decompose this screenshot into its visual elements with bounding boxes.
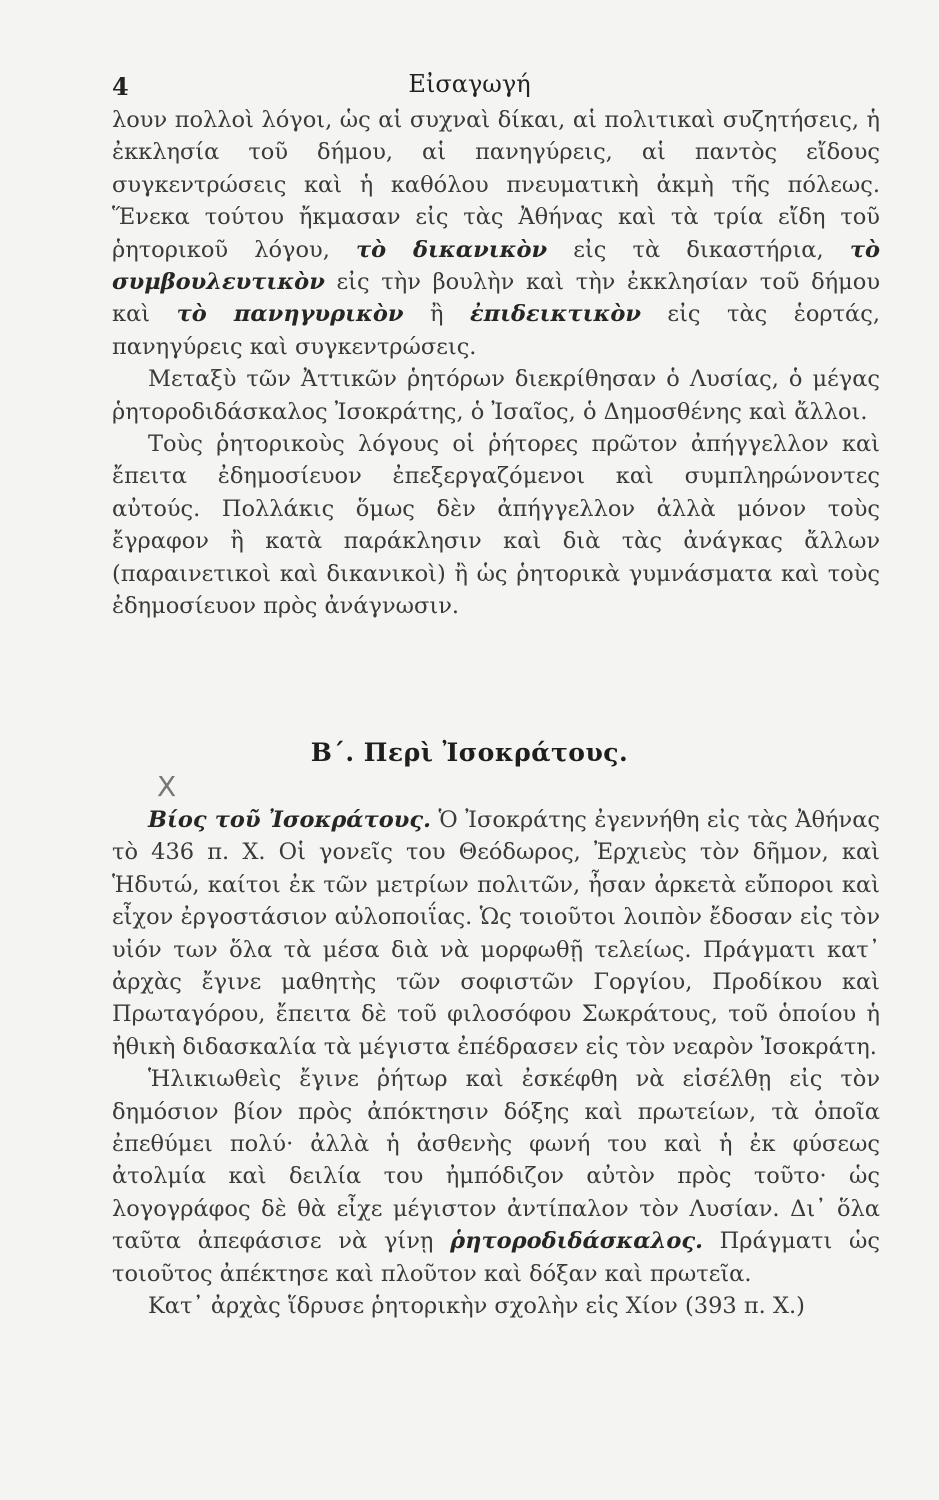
- paragraph: Τοὺς ῥητορικοὺς λόγους οἱ ῥήτορες πρῶτον ἀπήγγελλον καὶ ἔπειτα ἐδημοσίευον ἐπεξεργαζόμενοι καὶ συμπληρώνοντες αὐτούς. Πολλάκις ὅμως δὲν ἀπήγγελλον ἀλλὰ μόνον τοὺς ἔγραφον ἢ κατὰ παράκλησιν καὶ διὰ τὰς ἀνάγκας ἄλλων (παραινετικοὶ καὶ δικανικοὶ) ἢ ὡς ῥητορικὰ γυμνάσματα καὶ τοὺς ἐδημοσίευον πρὸς ἀνάγνωσιν.: [112, 431, 880, 620]
- text-run: Ἡλικιωθεὶς ἔγινε ῥήτωρ καὶ ἐσκέφθη νὰ εἰσέλθῃ εἰς τὸν δημόσιον βίον πρὸς ἀπόκτησιν δόξης καὶ πρωτείων, τὰ ὁποῖα ἐπεθύμει πολύ· ἀλλὰ ἡ ἀσθενὴς φωνή του καὶ ἡ ἐκ φύσεως ἀτολμία καὶ δειλία του ἠμπόδιζον αὐτὸν πρὸς τοῦτο· ὡς λογογράφος δὲ θὰ εἶχε μέγιστον ἀντίπαλον τὸν Λυσίαν. Δι᾽ ὅλα ταῦτα ἀπεφάσισε νὰ γίνῃ: [112, 1066, 880, 1255]
- text-run: ἢ: [403, 301, 470, 328]
- page-number: 4: [112, 72, 129, 101]
- paragraph: [112, 104, 880, 363]
- text-run: λουν πολλοὶ λόγοι, ὡς αἱ συχναὶ δίκαι, αἱ πολιτικαὶ συζητήσεις, ἡ ἐκκλησία τοῦ δήμου, αἱ πανηγύρεις, αἱ παντὸς εἴδους συγκεντρώσεις καὶ ἡ καθόλου πνευματικὴ ἀκμὴ τῆς πόλεως. Ἕνεκα τούτου ἤκμασαν εἰς τὰς Ἀθήνας καὶ τὰ τρία εἴδη τοῦ ῥητορικοῦ λόγου,: [112, 107, 880, 263]
- term-ritorodidaskalos: ῥητοροδιδάσκαλος.: [450, 1228, 703, 1255]
- text-run: εἰς τὰς ἑορτάς, πανηγύρεις καὶ συγκεντρώσεις.: [112, 301, 880, 360]
- text-run: εἰς τὴν βουλὴν καὶ τὴν ἐκκλησίαν τοῦ δήμου καὶ: [112, 269, 880, 328]
- term-epideiktikon: ἐπιδεικτικὸν: [469, 301, 641, 328]
- text-run: Ὁ Ἰσοκράτης ἐγεννήθη εἰς τὰς Ἀθήνας τὸ 436 π. Χ. Οἱ γονεῖς του Θεόδωρος, Ἐρχιεὺς τὸν δῆμον, καὶ Ἡδυτώ, καίτοι ἐκ τῶν μετρίων πολιτῶν, ἦσαν ἀρκετὰ εὔποροι καὶ εἶχον ἐργοστάσιον αὐλοποιΐας. Ὡς τοιοῦτοι λοιπὸν ἔδοσαν εἰς τὸν υἱόν των ὅλα τὰ μέσα διὰ νὰ μορφωθῇ τελείως. Πράγματι κατ᾽ ἀρχὰς ἔγινε μαθητὴς τῶν σοφιστῶν Γοργίου, Προδίκου καὶ Πρωταγόρου, ἔπειτα δὲ τοῦ φιλοσόφου Σωκράτους, τοῦ ὁποίου ἡ ἠθικὴ διδασκαλία τὰ μέγιστα ἐπέδρασεν εἰς τὸν νεαρὸν Ἰσοκράτη.: [112, 807, 880, 1060]
- paragraph: Μεταξὺ τῶν Ἀττικῶν ῥητόρων διεκρίθησαν ὁ Λυσίας, ὁ μέγας ῥητοροδιδάσκαλος Ἰσοκράτης, ὁ Ἰσαῖος, ὁ Δημοσθένης καὶ ἄλλοι.: [112, 366, 880, 425]
- intro-text: [112, 104, 880, 623]
- text-run: Πράγματι ὡς τοιοῦτος ἀπέκτησε καὶ πλοῦτον καὶ δόξαν καὶ πρωτεῖα.: [112, 1228, 880, 1287]
- text-run: εἰς τὰ δικαστήρια,: [547, 236, 850, 263]
- paragraph: [112, 1063, 880, 1290]
- margin-mark: X: [157, 770, 177, 803]
- bios-label: Βίος τοῦ Ἰσοκράτους.: [148, 807, 431, 833]
- section-text: [112, 804, 880, 1323]
- term-panigyrikon: τὸ πανηγυρικὸν: [176, 301, 404, 328]
- term-symvouleftikon: τὸ συμβουλευτικὸν: [112, 236, 880, 296]
- running-title: Εἰσαγωγή: [408, 70, 531, 98]
- term-dikanikon: τὸ δικανικὸν: [356, 236, 548, 263]
- section-heading: Β΄. Περὶ Ἰσοκράτους.: [310, 738, 629, 767]
- paragraph: Κατ᾽ ἀρχὰς ἵδρυσε ῥητορικὴν σχολὴν εἰς Χίον (393 π. Χ.): [148, 1293, 805, 1320]
- paragraph: [112, 804, 880, 1063]
